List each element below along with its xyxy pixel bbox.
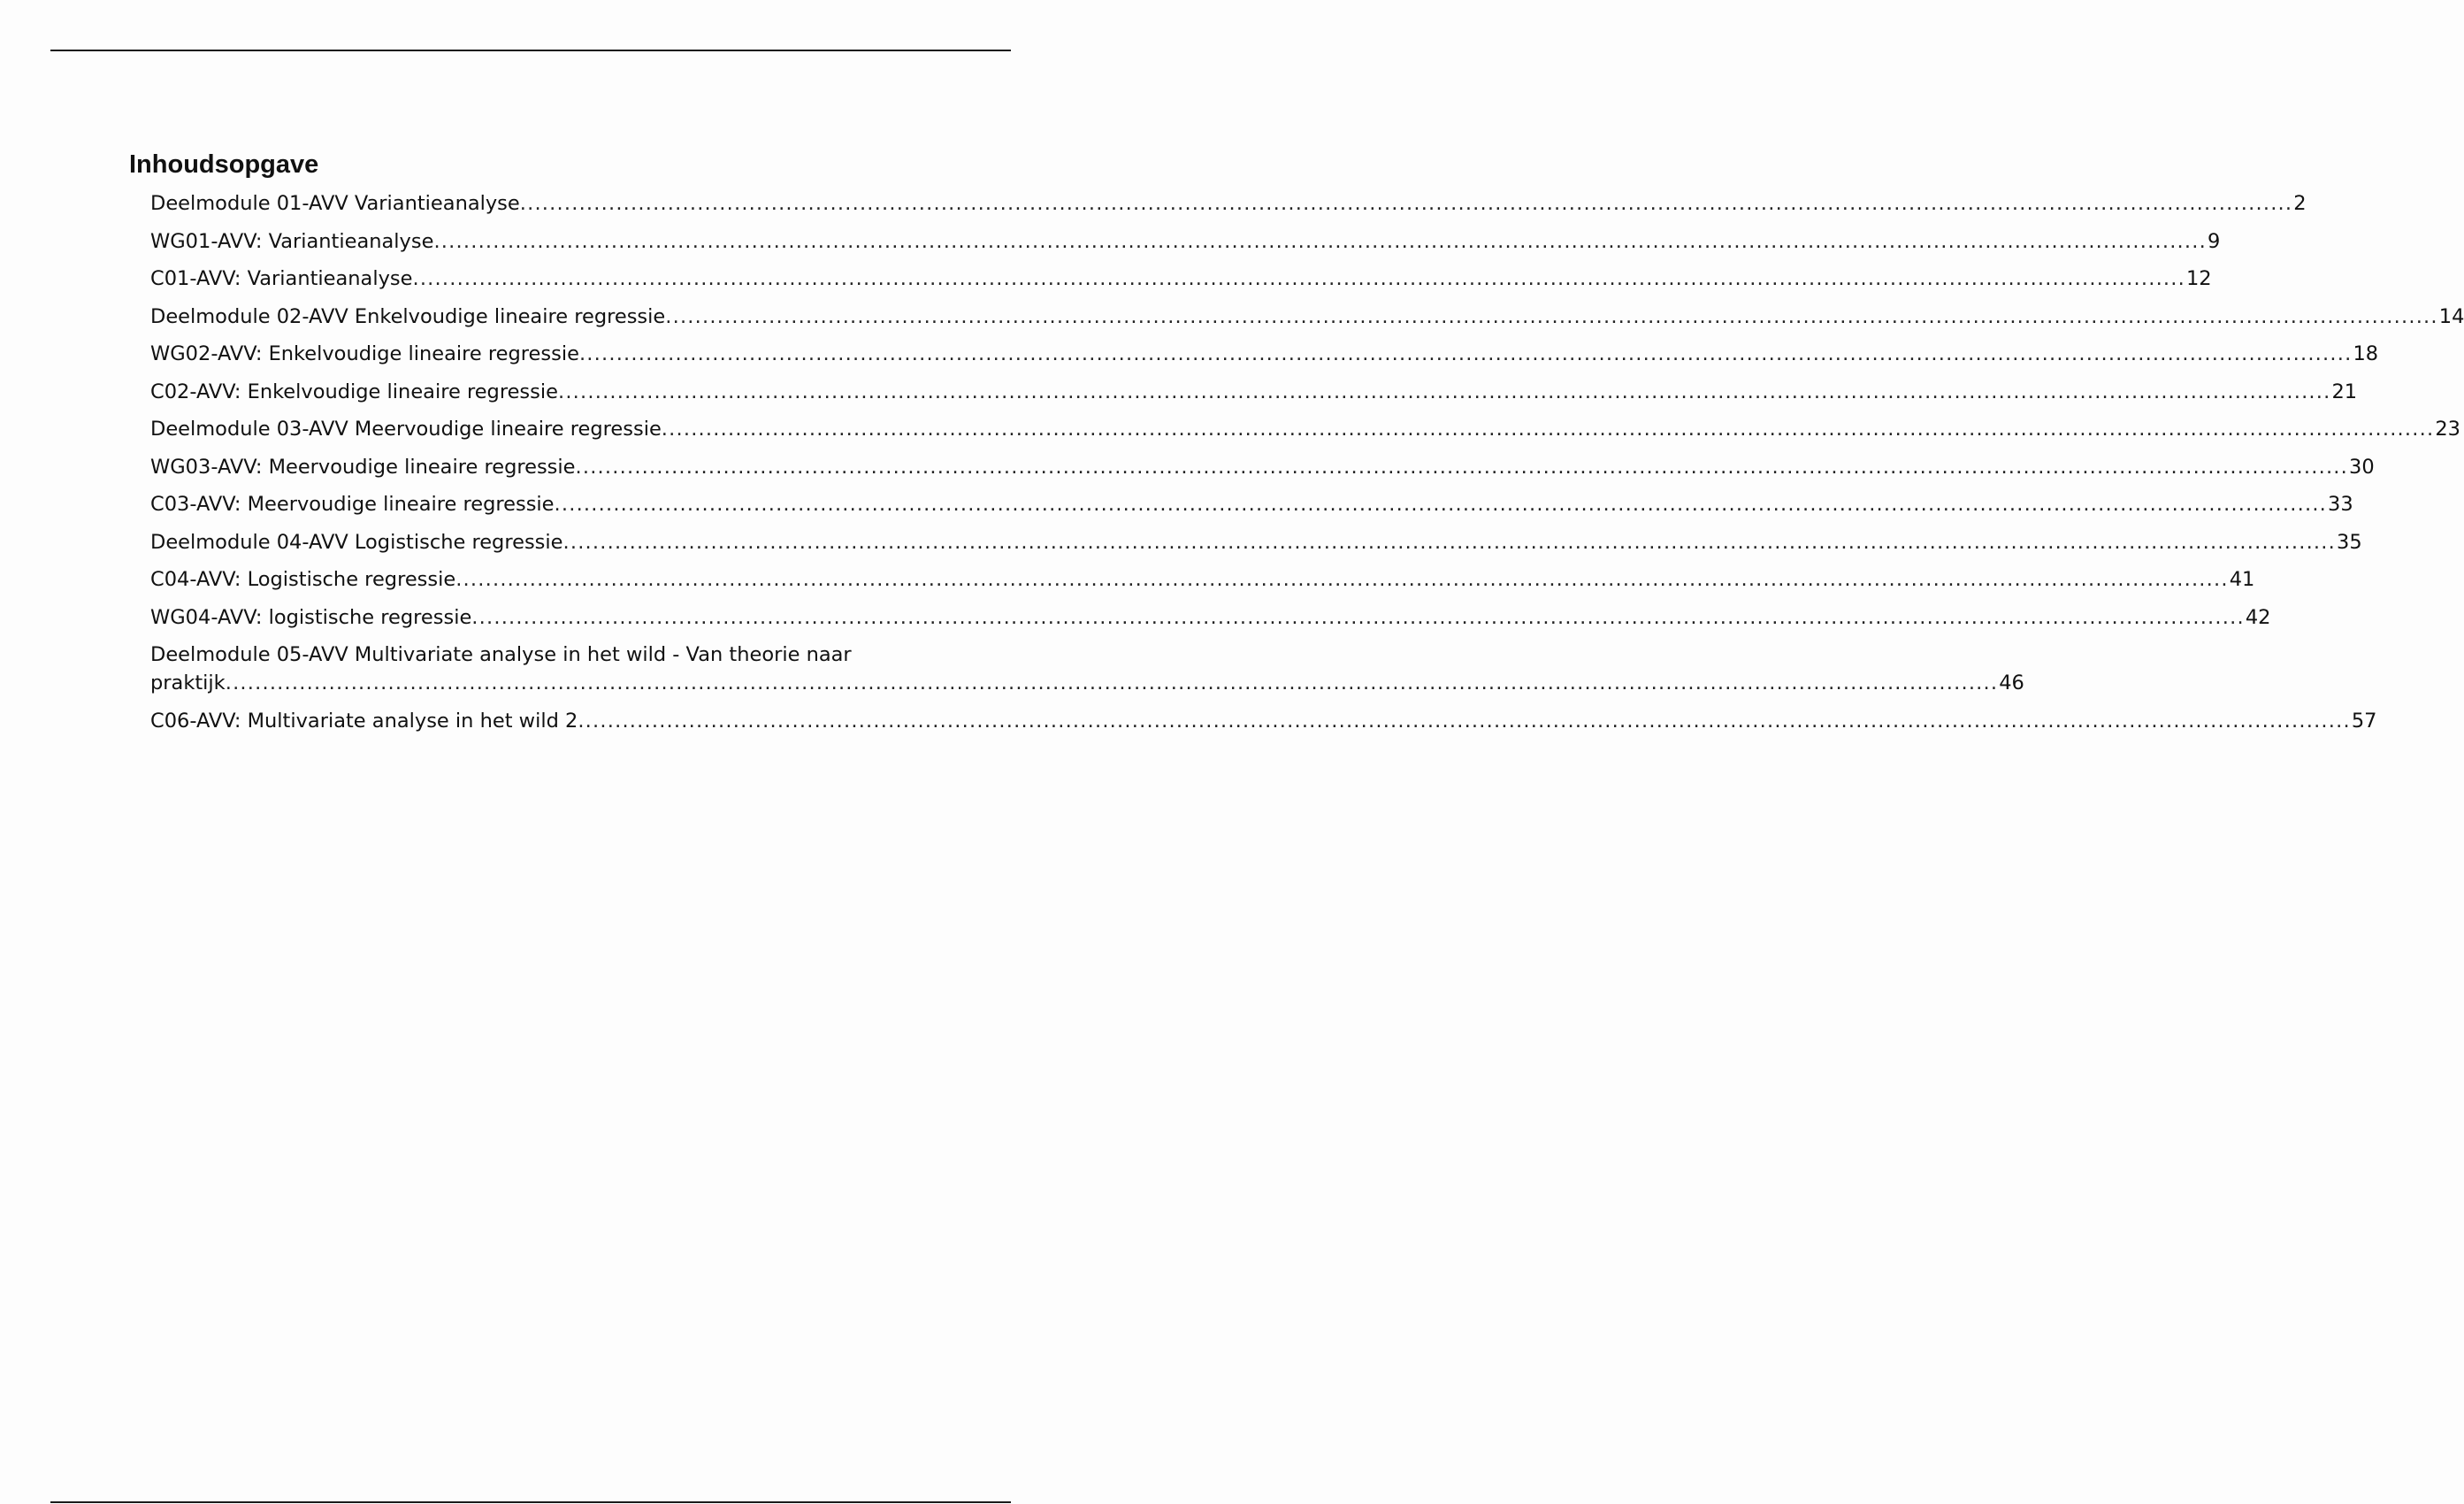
toc-entry[interactable] xyxy=(150,415,2460,443)
toc-entry-title: C06-AVV: Multivariate analyse in het wild 2 xyxy=(150,709,578,733)
toc-entry[interactable] xyxy=(150,189,2307,218)
toc-entry[interactable] xyxy=(150,378,2358,406)
toc-entry[interactable] xyxy=(150,453,2375,481)
toc-entry[interactable] xyxy=(150,603,2271,632)
toc-page-number: 30 xyxy=(2349,455,2375,479)
toc-page-number: 14 xyxy=(2438,304,2464,328)
toc-entry[interactable] xyxy=(150,565,2255,594)
toc-entry[interactable] xyxy=(150,340,2379,368)
toc-entry-title-continued: praktijk xyxy=(150,671,226,694)
toc-page-number: 41 xyxy=(2229,568,2255,591)
toc-leader-dots xyxy=(555,490,2328,518)
toc-entry[interactable] xyxy=(150,227,2221,256)
toc-page-number: 21 xyxy=(2331,380,2358,403)
toc-entry[interactable] xyxy=(150,303,2464,331)
toc-page-number: 2 xyxy=(2293,192,2307,215)
toc-entry[interactable] xyxy=(150,490,2353,518)
toc-entry-title: C04-AVV: Logistische regressie xyxy=(150,568,456,591)
toc-leader-dots xyxy=(520,189,2293,218)
toc-entry[interactable] xyxy=(150,528,2362,556)
toc-entry-title: WG04-AVV: logistische regressie xyxy=(150,605,472,629)
toc-entry-title: Deelmodule 03-AVV Meervoudige lineaire regressie xyxy=(150,418,662,441)
toc-title: Inhoudsopgave xyxy=(129,150,319,179)
toc-leader-dots xyxy=(558,378,2331,406)
toc-entry[interactable] xyxy=(150,707,2377,735)
toc-entry-title: WG03-AVV: Meervoudige lineaire regressie xyxy=(150,455,576,479)
toc-page-number: 23 xyxy=(2435,418,2460,441)
toc-page-number: 42 xyxy=(2245,605,2271,629)
toc-entry[interactable] xyxy=(150,641,2024,697)
table-of-contents xyxy=(129,149,2464,744)
toc-page-number: 46 xyxy=(1999,671,2024,694)
toc-leader-dots xyxy=(579,340,2353,368)
toc-page-number: 18 xyxy=(2353,342,2379,365)
toc-entry-title: Deelmodule 05-AVV Multivariate analyse in het wild - Van theorie naar xyxy=(150,643,852,666)
toc-leader-dots xyxy=(433,227,2207,256)
toc-leader-dots xyxy=(578,707,2351,735)
toc-entry-title: C03-AVV: Meervoudige lineaire regressie xyxy=(150,493,555,516)
toc-leader-dots xyxy=(665,303,2438,331)
toc-entry-title: Deelmodule 01-AVV Variantieanalyse xyxy=(150,192,520,215)
footer-rule xyxy=(50,1501,1011,1503)
toc-entry[interactable] xyxy=(150,265,2212,293)
toc-entry-title: Deelmodule 02-AVV Enkelvoudige lineaire regressie xyxy=(150,304,666,328)
toc-entry-title: WG02-AVV: Enkelvoudige lineaire regressie xyxy=(150,342,579,365)
toc-page-number: 33 xyxy=(2328,493,2353,516)
toc-leader-dots xyxy=(576,453,2349,481)
toc-list xyxy=(129,189,2464,735)
toc-entry-title: C01-AVV: Variantieanalyse xyxy=(150,267,413,290)
toc-page-number: 35 xyxy=(2337,530,2362,554)
toc-page-number: 12 xyxy=(2185,267,2212,290)
toc-entry-title: C02-AVV: Enkelvoudige lineaire regressie xyxy=(150,380,558,403)
toc-leader-dots xyxy=(662,415,2435,443)
header-rule xyxy=(50,50,1011,51)
toc-leader-dots xyxy=(562,528,2336,556)
toc-leader-dots xyxy=(412,265,2185,293)
toc-entry-title: WG01-AVV: Variantieanalyse xyxy=(150,229,434,253)
toc-leader-dots xyxy=(455,565,2229,594)
toc-leader-dots xyxy=(226,669,1999,697)
toc-entry-title: Deelmodule 04-AVV Logistische regressie xyxy=(150,530,563,554)
toc-page-number: 57 xyxy=(2351,709,2377,733)
toc-leader-dots xyxy=(471,603,2245,632)
toc-page-number: 9 xyxy=(2207,229,2221,253)
